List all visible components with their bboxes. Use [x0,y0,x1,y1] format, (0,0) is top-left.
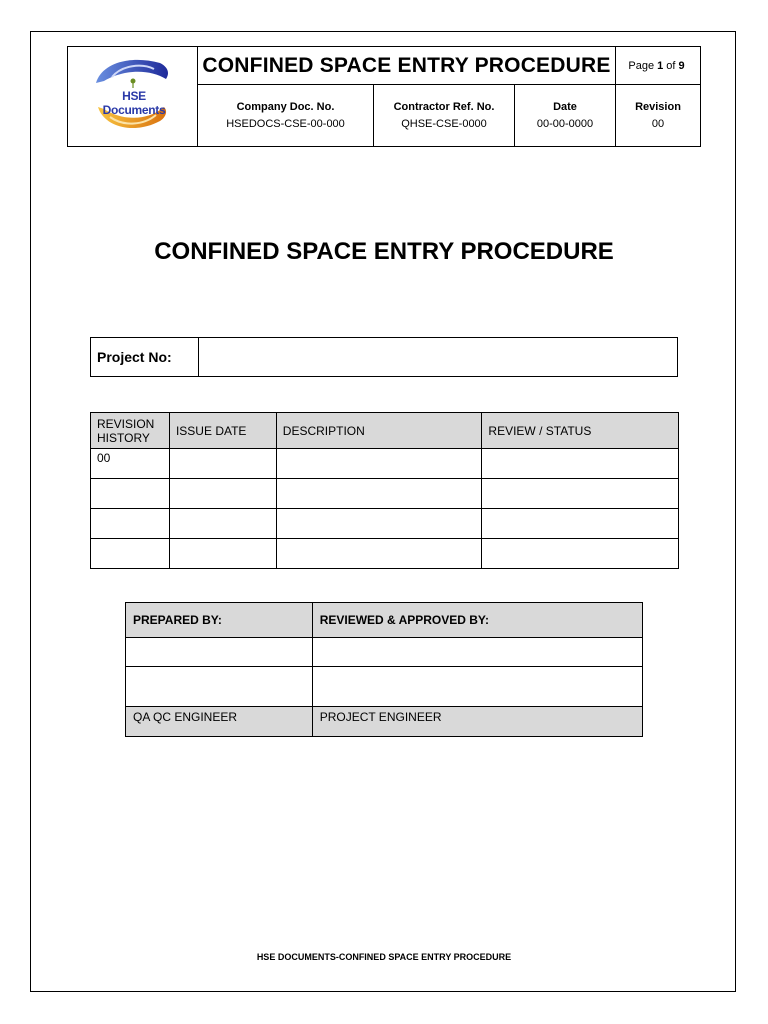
table-row [91,449,679,479]
date-value: 00-00-0000 [536,117,594,130]
prepared-by-role: QA QC ENGINEER [126,707,313,737]
page-footer: HSE DOCUMENTS-CONFINED SPACE ENTRY PROCEDURE [256,952,512,962]
approval-name-row [126,638,643,667]
approval-role-row [126,707,643,737]
table-cell [276,539,482,569]
table-cell [276,509,482,539]
contractor-ref-value: QHSE-CSE-0000 [401,117,487,130]
contractor-ref-cell [374,85,515,146]
prepared-by-label: PREPARED BY: [126,603,313,638]
approval-table [125,602,643,737]
table-cell [169,449,276,479]
revision-cell [616,85,700,146]
hse-documents-logo [90,55,176,137]
table-cell [482,539,679,569]
table-cell [169,539,276,569]
date-cell [515,85,616,146]
col-description: DESCRIPTION [276,413,482,449]
table-row [91,509,679,539]
logo-text: HSE Documents [102,89,166,117]
page-of: of [666,59,676,72]
project-number-label: Project No: [91,338,199,376]
table-cell [276,449,482,479]
col-issue-date: ISSUE DATE [169,413,276,449]
table-cell [482,509,679,539]
col-review-status: REVIEW / STATUS [482,413,679,449]
project-number-box [90,337,678,377]
prepared-by-name [126,638,313,667]
table-row [91,539,679,569]
page-indicator [616,47,700,85]
table-cell: 00 [91,449,170,479]
reviewed-approved-label: REVIEWED & APPROVED BY: [312,603,642,638]
table-cell [91,509,170,539]
contractor-ref-label: Contractor Ref. No. [393,100,495,113]
table-cell [169,509,276,539]
page-total: 9 [678,59,685,72]
table-cell [276,479,482,509]
table-cell [91,479,170,509]
main-title: CONFINED SPACE ENTRY PROCEDURE [154,238,614,265]
header-title: CONFINED SPACE ENTRY PROCEDURE [198,47,616,85]
company-doc-cell [198,85,374,146]
revision-value: 00 [651,117,665,130]
document-header [67,46,701,147]
reviewed-by-signature [312,667,642,707]
reviewed-by-name [312,638,642,667]
approval-signature-row [126,667,643,707]
logo-cell [68,47,198,146]
col-revision-history: REVISION HISTORY [91,413,170,449]
company-doc-label: Company Doc. No. [236,100,335,113]
project-number-value[interactable] [199,338,677,376]
company-doc-value: HSEDOCS-CSE-00-000 [226,117,345,130]
revision-history-table [90,412,679,569]
table-cell [482,449,679,479]
table-row [91,479,679,509]
date-label: Date [553,100,577,113]
table-header-row [91,413,679,449]
table-cell [169,479,276,509]
approval-header-row [126,603,643,638]
table-cell [482,479,679,509]
reviewed-by-role: PROJECT ENGINEER [312,707,642,737]
page-current: 1 [657,59,664,72]
page-prefix: Page [628,59,655,72]
revision-label: Revision [635,100,681,113]
table-cell [91,539,170,569]
prepared-by-signature [126,667,313,707]
